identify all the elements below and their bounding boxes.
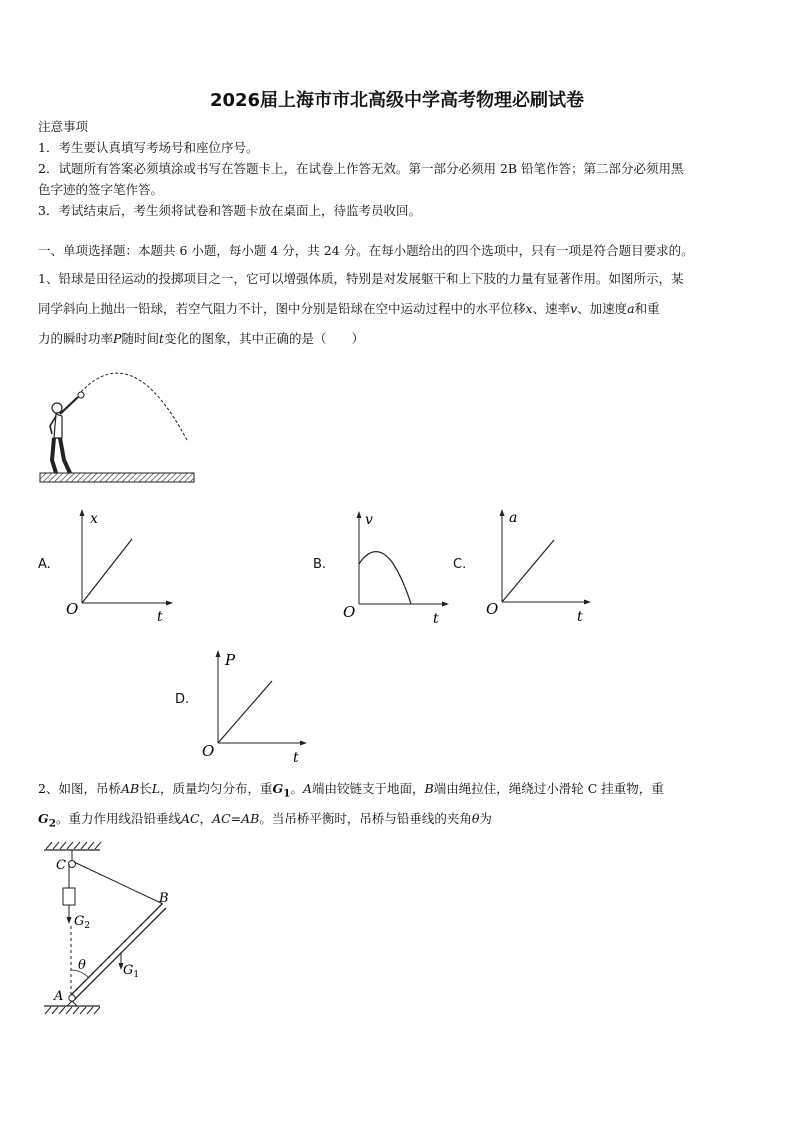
label-theta: θ [78, 958, 86, 973]
q1-line-2: 同学斜向上抛出一铅球，若空气阻力不计，图中分别是铅球在空中运动过程中的水平位移x、速率v、加速度a和重 [38, 301, 660, 316]
option-b-xlabel: t [433, 611, 439, 626]
section-heading: 一、单项选择题：本题共 6 小题，每小题 4 分，共 24 分。在每小题给出的四个选项中，只有一项是符合题目要求的。 [38, 243, 694, 258]
label-g1: $G_1$ [123, 963, 140, 980]
option-d-label[interactable]: D. [175, 692, 190, 707]
option-a-origin: O [66, 600, 79, 618]
drawbridge-figure [38, 838, 188, 1028]
notice-item-3: 3．考试结束后，考生须将试卷和答题卡放在桌面上，待监考员收回。 [38, 203, 421, 218]
label-c: C [56, 858, 66, 873]
notice-item-2: 2．试题所有答案必须填涂或书写在答题卡上，在试卷上作答无效。第一部分必须用 2B 铅笔作答；第二部分必须用黑 [38, 161, 684, 176]
q2-line-1: 2、如图，吊桥AB长L，质量均匀分布，重$G_1$。A端由铰链支于地面，B端由绳拉住，绳绕过小滑轮 C 挂重物，重 [38, 781, 664, 800]
option-d-origin: O [202, 742, 215, 760]
q1-line-3: 力的瞬时功率P随时间t变化的图象，其中正确的是（ ） [38, 331, 364, 346]
option-a-xlabel: t [157, 609, 163, 625]
option-c-xlabel: t [577, 609, 583, 625]
label-g2: $G_2$ [74, 914, 91, 931]
page-title: 2026届上海市市北高级中学高考物理必刷试卷 [209, 90, 585, 111]
option-b-graph [340, 506, 455, 626]
option-a-graph [62, 506, 177, 626]
option-d-ylabel: P [225, 651, 236, 669]
option-d-graph [200, 645, 315, 765]
notice-item-1: 1．考生要认真填写考场号和座位序号。 [38, 140, 259, 155]
label-b: B [159, 891, 169, 906]
shot-put-figure [38, 362, 198, 486]
option-c-label[interactable]: C. [453, 557, 467, 572]
notice-item-2-cont: 色字迹的签字笔作答。 [38, 182, 164, 197]
option-a-ylabel: x [90, 511, 98, 527]
notice-heading: 注意事项 [38, 119, 89, 134]
option-b-label[interactable]: B. [313, 557, 327, 572]
q1-line-1: 1、铅球是田径运动的投掷项目之一，它可以增强体质，特别是对发展躯干和上下肢的力量有显著作用。如图所示，某 [38, 271, 684, 286]
option-d-xlabel: t [293, 750, 299, 765]
q2-line-2: $G_2$。重力作用线沿铅垂线AC，AC=AB。当吊桥平衡时，吊桥与铅垂线的夹角θ为 [38, 811, 492, 830]
option-b-ylabel: v [365, 512, 373, 528]
option-c-ylabel: a [509, 510, 518, 526]
option-c-graph [484, 506, 599, 626]
option-b-origin: O [343, 603, 356, 621]
label-a: A [54, 989, 64, 1004]
option-c-origin: O [486, 600, 499, 618]
option-a-label[interactable]: A. [38, 557, 51, 572]
